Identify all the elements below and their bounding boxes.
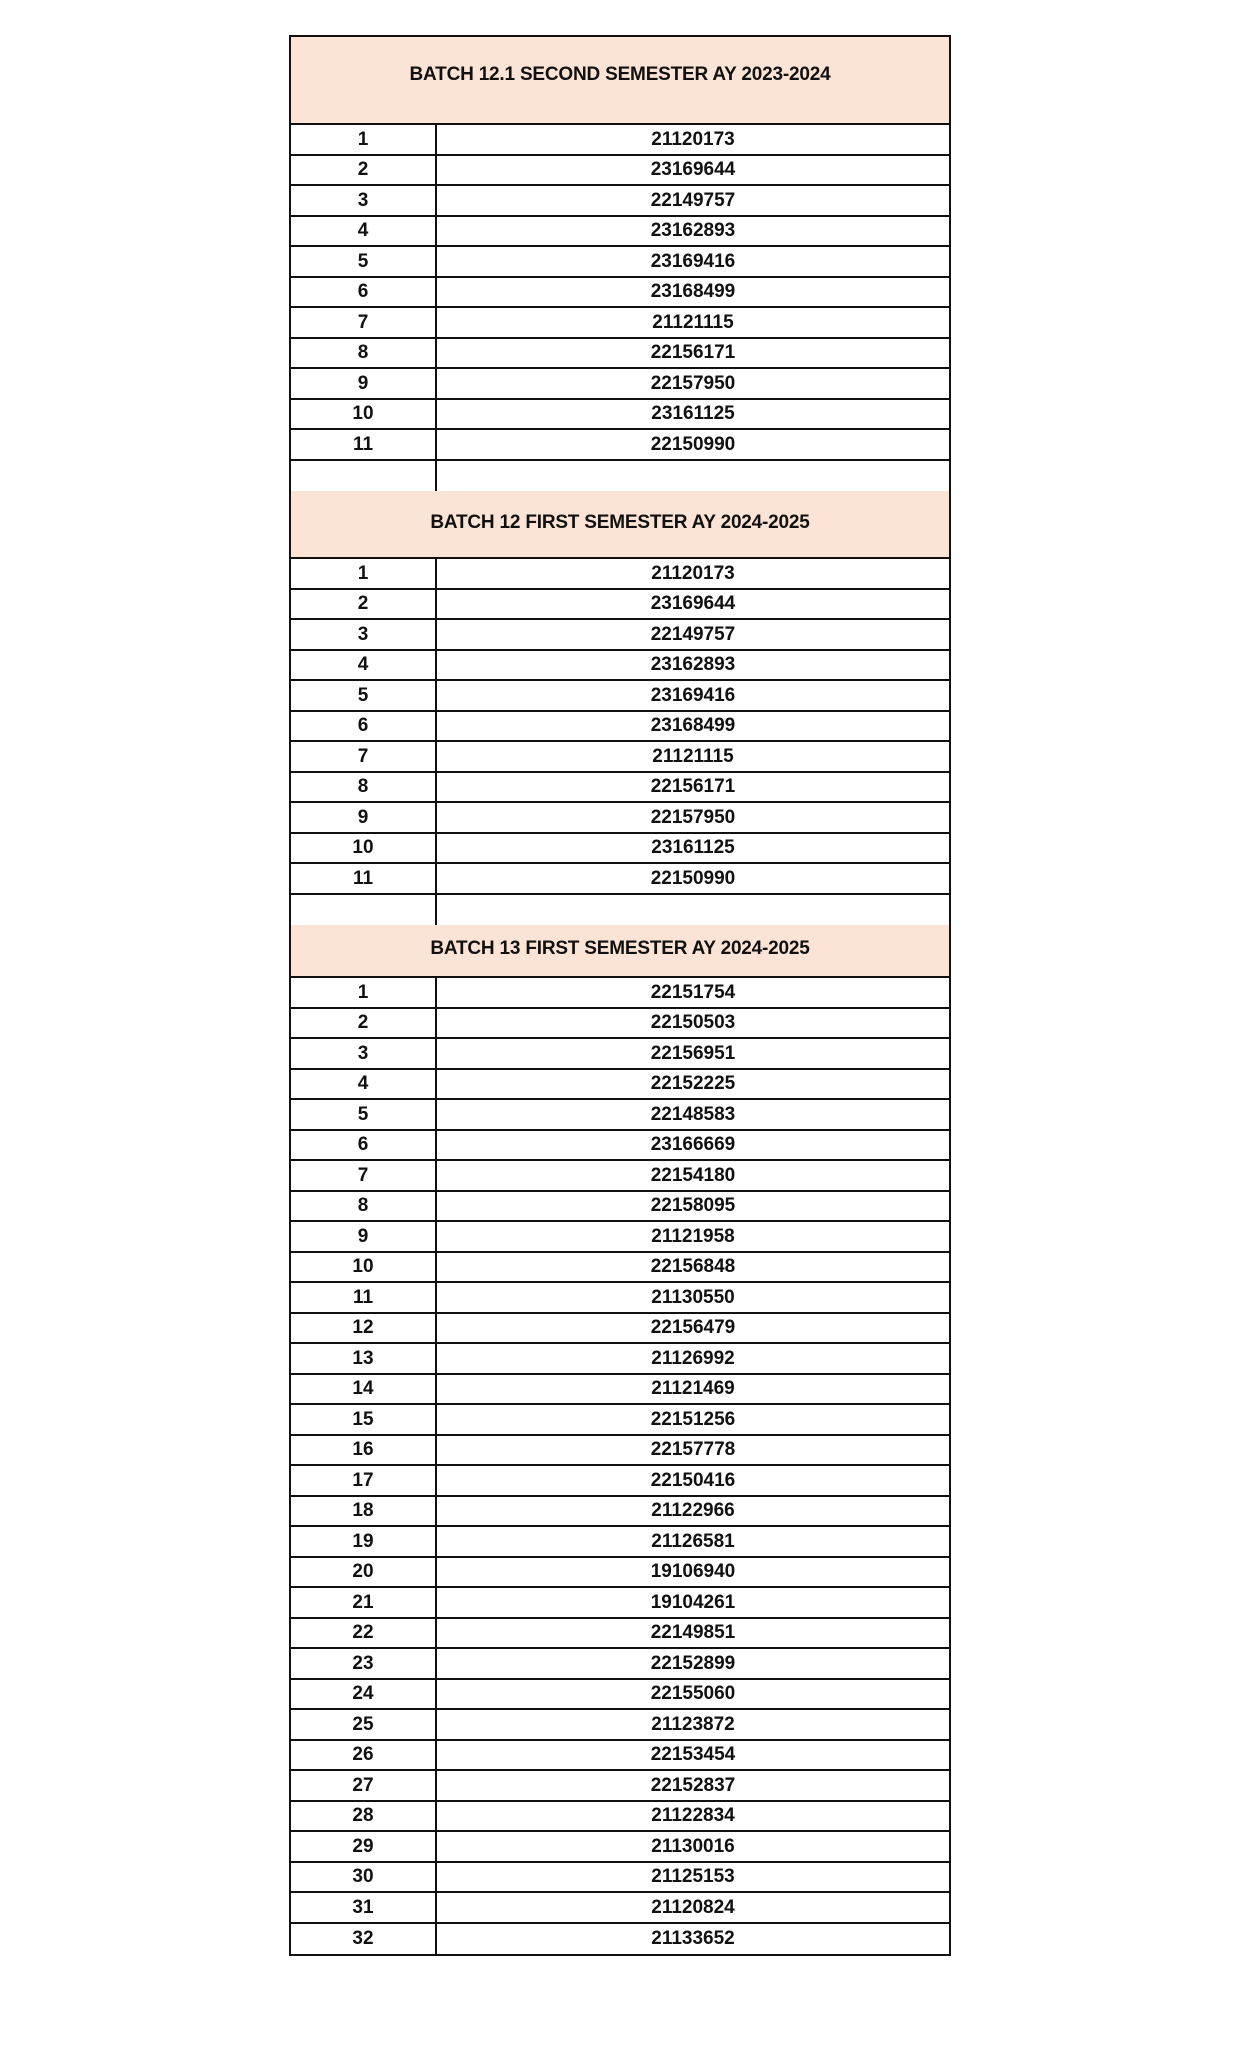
table-row <box>291 125 949 156</box>
row-number-cell: 8 <box>291 339 437 368</box>
row-number-cell: 32 <box>291 1924 437 1955</box>
table-row <box>291 1222 949 1253</box>
table-row <box>291 1558 949 1589</box>
table-row <box>291 1863 949 1894</box>
student-id-cell: 22156951 <box>650 1042 736 1064</box>
row-number-cell: 7 <box>291 742 437 771</box>
student-id-cell: 23169644 <box>650 593 736 615</box>
student-id-cell: 21126992 <box>651 1347 735 1369</box>
table-row <box>291 1009 949 1040</box>
student-id-cell: 23169416 <box>650 250 736 272</box>
student-id-cell: 23168499 <box>650 281 736 303</box>
table-row <box>291 1832 949 1863</box>
row-number-cell: 24 <box>291 1680 437 1709</box>
student-id-cell: 22156479 <box>650 1317 736 1339</box>
row-number-cell: 18 <box>291 1497 437 1526</box>
table-row <box>291 156 949 187</box>
student-id-cell: 22151754 <box>650 981 736 1003</box>
row-number-cell: 6 <box>291 278 437 307</box>
student-id-cell <box>437 461 949 492</box>
table-row <box>291 1039 949 1070</box>
student-id-cell: 23162893 <box>650 220 736 242</box>
row-number-cell: 9 <box>291 1222 437 1251</box>
student-id-cell: 22157778 <box>650 1439 736 1461</box>
row-number-cell: 19 <box>291 1527 437 1556</box>
row-number-cell: 26 <box>291 1741 437 1770</box>
table-row <box>291 1588 949 1619</box>
row-number-cell: 8 <box>291 1192 437 1221</box>
table-row <box>291 834 949 865</box>
student-id-cell: 21125153 <box>651 1866 735 1888</box>
row-number-cell: 5 <box>291 681 437 710</box>
student-id-cell: 22152837 <box>650 1774 736 1796</box>
table-row <box>291 1100 949 1131</box>
student-id-cell: 22149851 <box>650 1622 736 1644</box>
table-row <box>291 1741 949 1772</box>
table-row <box>291 1466 949 1497</box>
student-id-cell: 19106940 <box>650 1561 736 1583</box>
row-number-cell: 3 <box>291 186 437 215</box>
row-number-cell: 5 <box>291 1100 437 1129</box>
student-id-cell: 23161125 <box>651 403 735 425</box>
student-id-cell: 22152225 <box>650 1073 736 1095</box>
student-id-cell: 22151256 <box>650 1408 736 1430</box>
row-number-cell: 12 <box>291 1314 437 1343</box>
table-row <box>291 1192 949 1223</box>
table-row <box>291 1070 949 1101</box>
student-id-cell: 23169416 <box>650 684 736 706</box>
table-row <box>291 559 949 590</box>
row-number-cell: 3 <box>291 620 437 649</box>
table-row <box>291 1771 949 1802</box>
student-id-cell: 21126581 <box>651 1530 735 1552</box>
table-row <box>291 1619 949 1650</box>
row-number-cell: 8 <box>291 773 437 802</box>
student-id-cell: 22156848 <box>650 1256 736 1278</box>
table-row <box>291 803 949 834</box>
student-id-cell: 21122834 <box>651 1805 735 1827</box>
student-id-cell: 21130550 <box>651 1286 735 1308</box>
table-row <box>291 217 949 248</box>
table-row <box>291 681 949 712</box>
row-number-cell: 21 <box>291 1588 437 1617</box>
table-row <box>291 773 949 804</box>
row-number-cell: 30 <box>291 1863 437 1892</box>
table-row <box>291 978 949 1009</box>
table-row <box>291 461 949 492</box>
row-number-cell: 29 <box>291 1832 437 1861</box>
student-id-cell <box>437 895 949 926</box>
row-number-cell: 3 <box>291 1039 437 1068</box>
student-id-cell: 23169644 <box>650 159 736 181</box>
row-number-cell: 28 <box>291 1802 437 1831</box>
section-rows-batch-13 <box>291 978 949 1954</box>
student-id-cell: 22150990 <box>650 433 736 455</box>
student-id-cell: 22152899 <box>650 1652 736 1674</box>
student-id-cell: 22150416 <box>650 1469 736 1491</box>
row-number-cell: 11 <box>291 1283 437 1312</box>
row-number-cell <box>291 895 437 926</box>
row-number-cell: 2 <box>291 1009 437 1038</box>
row-number-cell: 23 <box>291 1649 437 1678</box>
student-id-cell: 22154180 <box>650 1164 736 1186</box>
table-row <box>291 1375 949 1406</box>
row-number-cell <box>291 461 437 492</box>
section-header-batch-12 <box>291 491 949 559</box>
student-id-cell: 23162893 <box>650 654 736 676</box>
student-id-cell: 23166669 <box>650 1134 736 1156</box>
table-row <box>291 1924 949 1955</box>
student-id-cell: 22153454 <box>650 1744 736 1766</box>
row-number-cell: 10 <box>291 834 437 863</box>
row-number-cell: 14 <box>291 1375 437 1404</box>
section-title: BATCH 13 FIRST SEMESTER AY 2024-2025 <box>430 937 810 959</box>
student-id-cell: 22155060 <box>650 1683 736 1705</box>
student-id-cell: 22150503 <box>650 1012 736 1034</box>
student-id-cell: 22150990 <box>650 867 736 889</box>
table-row <box>291 1131 949 1162</box>
student-id-cell: 21121958 <box>651 1225 735 1247</box>
table-row <box>291 1527 949 1558</box>
table-row <box>291 620 949 651</box>
row-number-cell: 7 <box>291 1161 437 1190</box>
student-id-cell: 22157950 <box>650 372 736 394</box>
student-id-cell: 22149757 <box>650 623 736 645</box>
row-number-cell: 31 <box>291 1893 437 1922</box>
table-row <box>291 1283 949 1314</box>
table-row <box>291 1344 949 1375</box>
table-row <box>291 278 949 309</box>
student-id-cell: 21133652 <box>651 1928 735 1950</box>
row-number-cell: 2 <box>291 590 437 619</box>
table-row <box>291 1893 949 1924</box>
student-id-cell: 21123872 <box>651 1713 735 1735</box>
table-row <box>291 430 949 461</box>
row-number-cell: 4 <box>291 651 437 680</box>
student-id-cell: 23161125 <box>651 837 735 859</box>
student-id-cell: 19104261 <box>650 1591 736 1613</box>
section-title: BATCH 12 FIRST SEMESTER AY 2024-2025 <box>430 512 810 533</box>
table-row <box>291 1436 949 1467</box>
row-number-cell: 27 <box>291 1771 437 1800</box>
table-row <box>291 590 949 621</box>
student-id-cell: 21122966 <box>651 1500 735 1522</box>
student-id-cell: 21120173 <box>651 562 735 584</box>
row-number-cell: 4 <box>291 217 437 246</box>
student-id-cell: 22158095 <box>650 1195 736 1217</box>
row-number-cell: 17 <box>291 1466 437 1495</box>
table-row <box>291 1161 949 1192</box>
row-number-cell: 5 <box>291 247 437 276</box>
table-row <box>291 1497 949 1528</box>
row-number-cell: 11 <box>291 864 437 893</box>
table-row <box>291 1649 949 1680</box>
row-number-cell: 6 <box>291 1131 437 1160</box>
row-number-cell: 7 <box>291 308 437 337</box>
row-number-cell: 25 <box>291 1710 437 1739</box>
row-number-cell: 22 <box>291 1619 437 1648</box>
row-number-cell: 9 <box>291 369 437 398</box>
batch-list-table <box>289 35 951 1956</box>
row-number-cell: 16 <box>291 1436 437 1465</box>
student-id-cell: 21121115 <box>652 745 734 767</box>
student-id-cell: 21120173 <box>651 128 735 150</box>
row-number-cell: 10 <box>291 400 437 429</box>
table-row <box>291 1253 949 1284</box>
row-number-cell: 15 <box>291 1405 437 1434</box>
table-row <box>291 1680 949 1711</box>
section-title: BATCH 12.1 SECOND SEMESTER AY 2023-2024 <box>409 64 831 85</box>
row-number-cell: 20 <box>291 1558 437 1587</box>
table-row <box>291 186 949 217</box>
row-number-cell: 1 <box>291 559 437 588</box>
student-id-cell: 22157950 <box>650 806 736 828</box>
table-row <box>291 308 949 339</box>
table-row <box>291 864 949 895</box>
student-id-cell: 22148583 <box>650 1103 736 1125</box>
row-number-cell: 10 <box>291 1253 437 1282</box>
row-number-cell: 1 <box>291 978 437 1007</box>
row-number-cell: 2 <box>291 156 437 185</box>
table-row <box>291 339 949 370</box>
student-id-cell: 21121469 <box>651 1378 735 1400</box>
table-row <box>291 1314 949 1345</box>
row-number-cell: 9 <box>291 803 437 832</box>
table-row <box>291 1710 949 1741</box>
table-row <box>291 1405 949 1436</box>
student-id-cell: 22149757 <box>650 189 736 211</box>
table-row <box>291 895 949 926</box>
row-number-cell: 11 <box>291 430 437 459</box>
row-number-cell: 4 <box>291 1070 437 1099</box>
table-row <box>291 712 949 743</box>
table-row <box>291 742 949 773</box>
student-id-cell: 21120824 <box>651 1896 735 1918</box>
student-id-cell: 21121115 <box>652 311 734 333</box>
row-number-cell: 1 <box>291 125 437 154</box>
row-number-cell: 13 <box>291 1344 437 1373</box>
student-id-cell: 23168499 <box>650 715 736 737</box>
section-rows-batch-12-1 <box>291 125 949 491</box>
table-row <box>291 400 949 431</box>
table-row <box>291 651 949 682</box>
section-rows-batch-12 <box>291 559 949 925</box>
table-row <box>291 369 949 400</box>
student-id-cell: 21130016 <box>651 1835 735 1857</box>
section-header-batch-13 <box>291 925 949 978</box>
table-row <box>291 1802 949 1833</box>
row-number-cell: 6 <box>291 712 437 741</box>
section-header-batch-12-1 <box>291 37 949 125</box>
table-row <box>291 247 949 278</box>
student-id-cell: 22156171 <box>650 342 736 364</box>
student-id-cell: 22156171 <box>650 776 736 798</box>
